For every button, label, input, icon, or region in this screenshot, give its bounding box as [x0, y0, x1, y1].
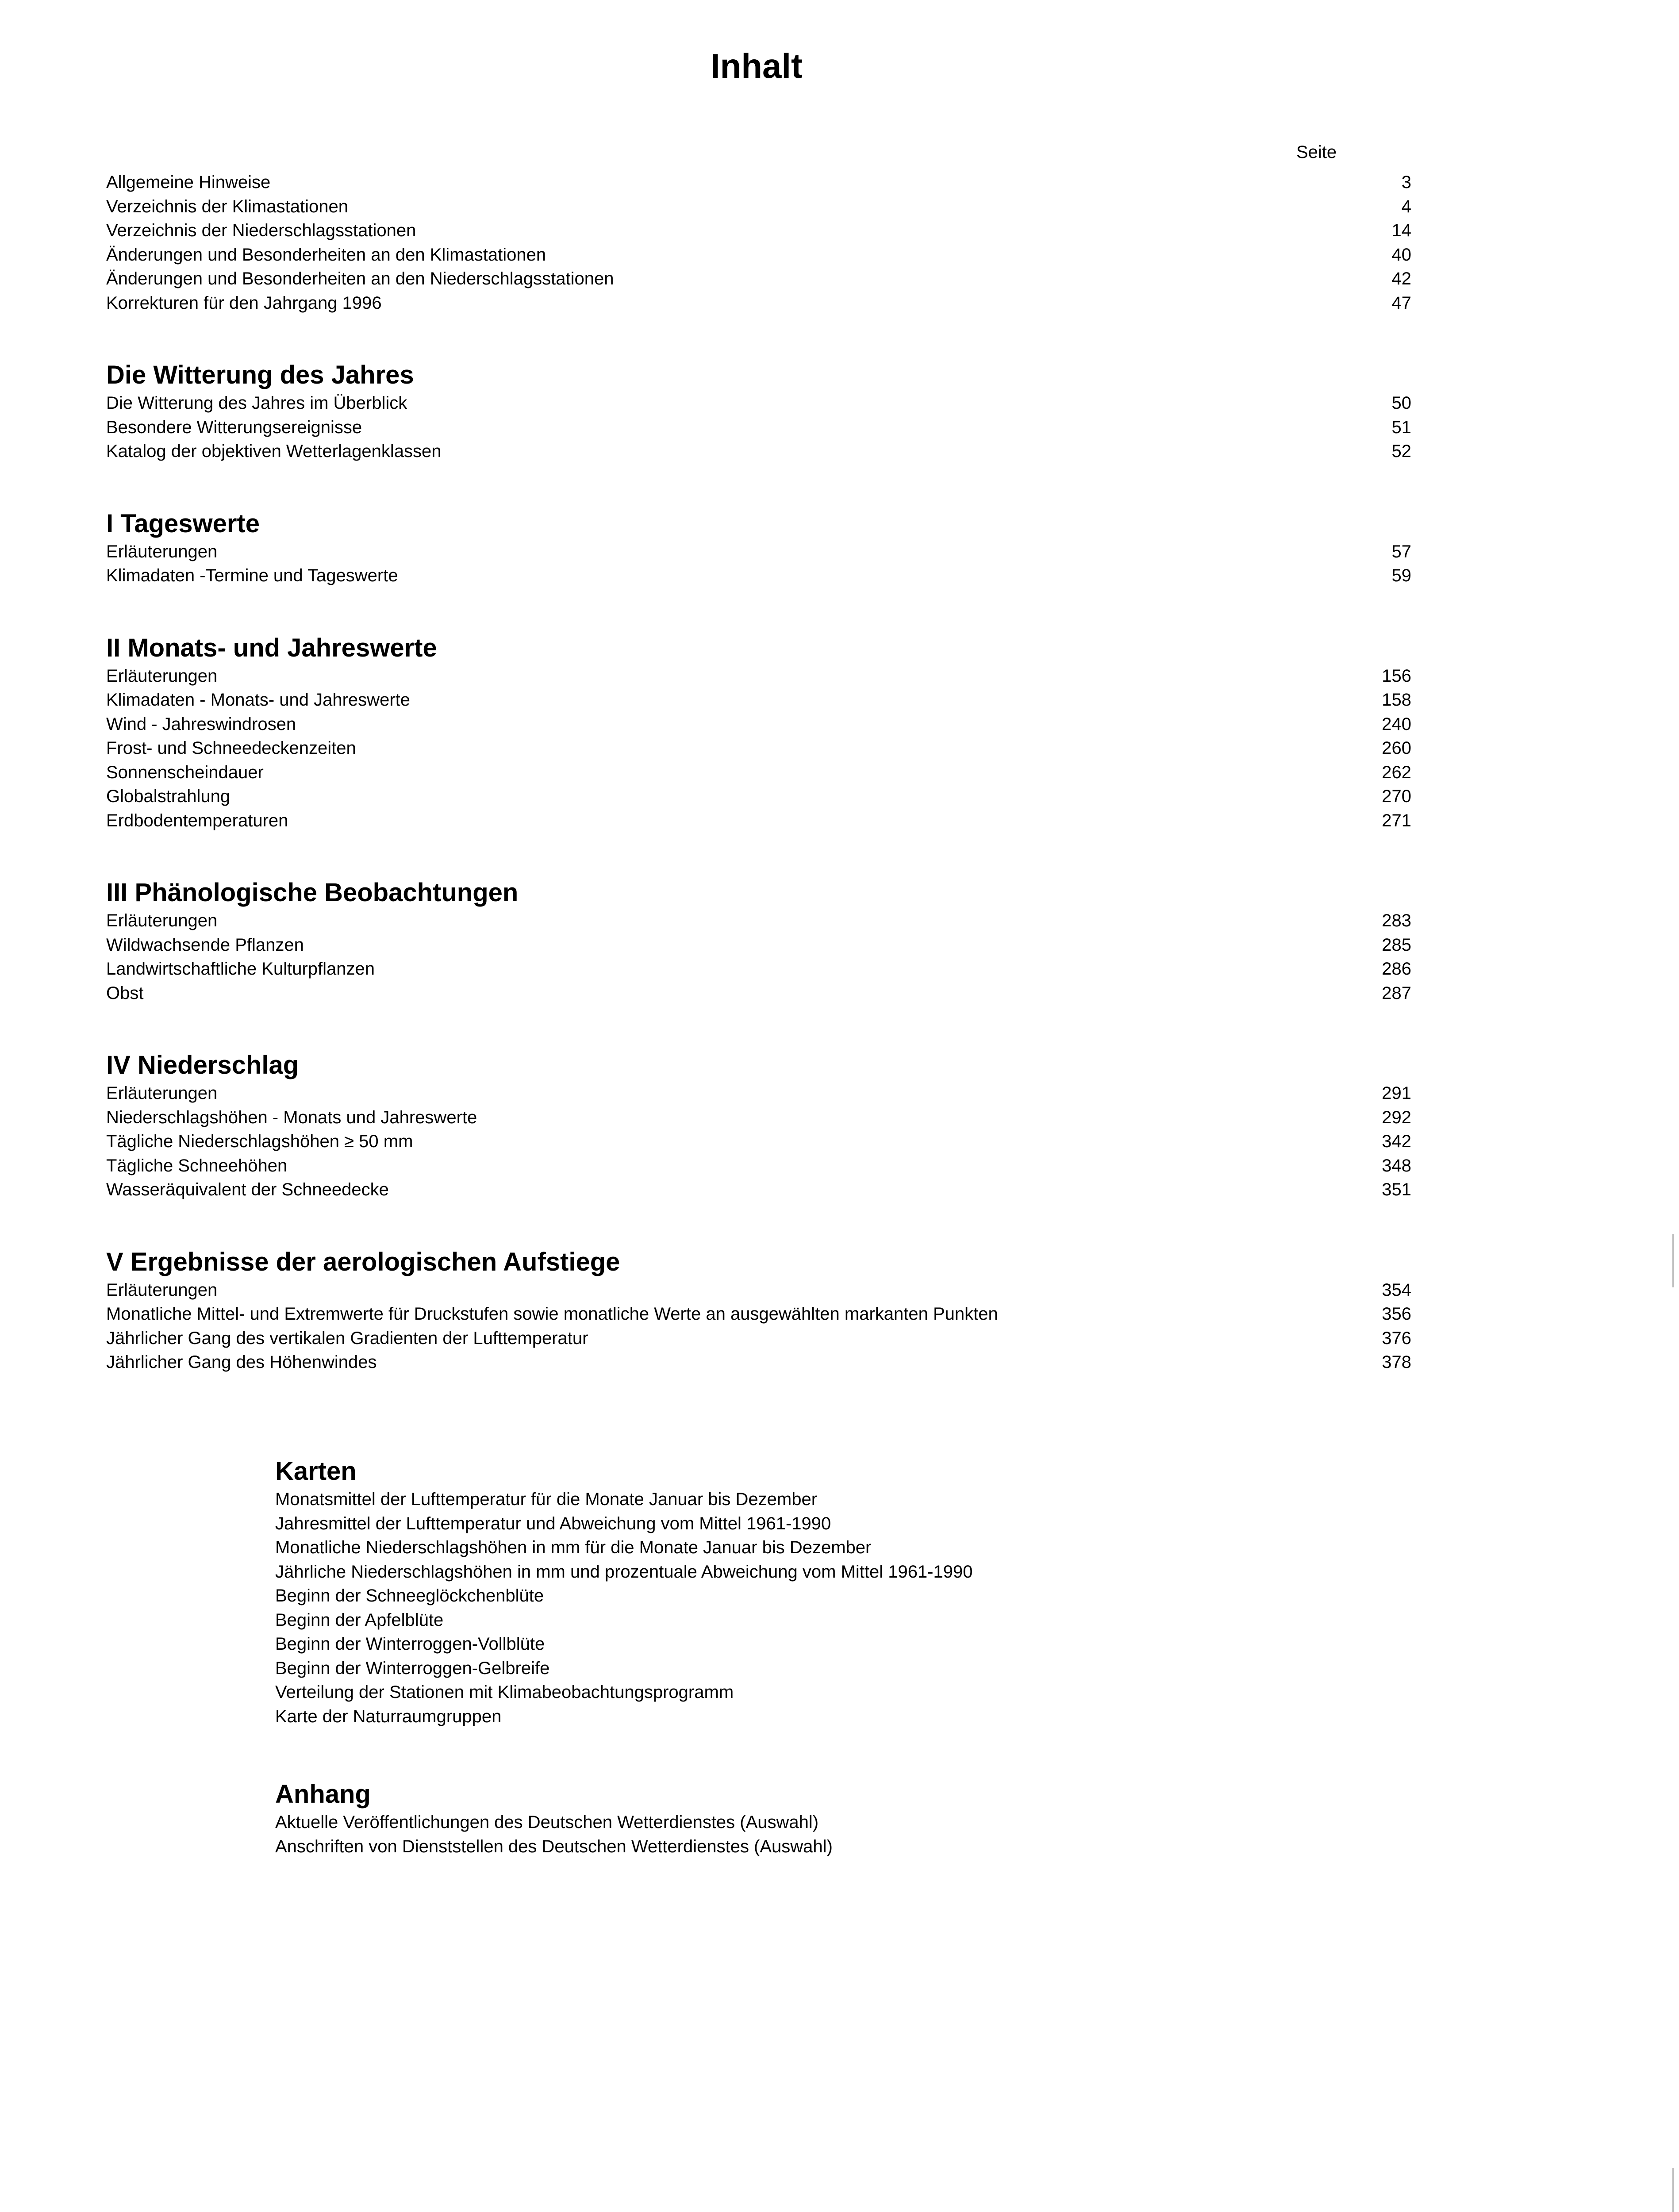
entry-label: Klimadaten - Monats- und Jahreswerte [106, 690, 410, 710]
entry-page: 270 [1382, 787, 1411, 806]
entry-page: 378 [1382, 1352, 1411, 1372]
toc-entry[interactable] [106, 415, 1411, 440]
entry-page: 50 [1391, 393, 1411, 413]
toc-entry[interactable] [106, 243, 1411, 267]
entry-page: 51 [1391, 417, 1411, 437]
entry-label: Niederschlagshöhen - Monats und Jahreswerte [106, 1107, 477, 1127]
entry-label: Erläuterungen [106, 1280, 218, 1300]
map-entry[interactable]: Karte der Naturraumgruppen [275, 1706, 502, 1726]
toc-entry[interactable] [106, 688, 1411, 712]
entry-page: 354 [1382, 1280, 1411, 1300]
map-entry[interactable]: Jahresmittel der Lufttemperatur und Abweichung vom Mittel 1961-1990 [275, 1513, 831, 1533]
toc-entry[interactable] [106, 933, 1411, 957]
toc-entry[interactable] [106, 909, 1411, 933]
section-title: IV Niederschlag [106, 1051, 299, 1079]
entry-page: 348 [1382, 1156, 1411, 1175]
entry-label: Erläuterungen [106, 911, 218, 930]
entry-page: 292 [1382, 1107, 1411, 1127]
anhang-section [275, 1778, 1381, 1859]
entry-page: 260 [1382, 738, 1411, 758]
toc-entry[interactable] [106, 219, 1411, 243]
entry-page: 283 [1382, 911, 1411, 930]
entry-page: 52 [1391, 442, 1411, 461]
appendix-entry[interactable]: Aktuelle Veröffentlichungen des Deutschen Wetterdienstes (Auswahl) [275, 1813, 819, 1832]
entry-page: 271 [1382, 810, 1411, 830]
entry-label: Sonnenscheindauer [106, 762, 264, 782]
toc-entry[interactable] [106, 1178, 1411, 1202]
toc-entry[interactable] [106, 540, 1411, 564]
toc-entry[interactable] [106, 195, 1411, 219]
entry-label: Jährlicher Gang des vertikalen Gradienten der Lufttemperatur [106, 1328, 588, 1348]
entry-page: 342 [1382, 1132, 1411, 1151]
section-title: Anhang [275, 1780, 371, 1809]
map-entry[interactable]: Beginn der Schneeglöckchenblüte [275, 1586, 544, 1605]
toc-entry[interactable] [106, 1278, 1411, 1302]
section-title: I Tageswerte [106, 509, 260, 538]
map-entry[interactable]: Beginn der Apfelblüte [275, 1610, 444, 1630]
map-entry[interactable]: Verteilung der Stationen mit Klimabeobachtungsprogramm [275, 1682, 734, 1702]
section-title: Karten [275, 1457, 357, 1486]
entry-page: 240 [1382, 714, 1411, 734]
scan-edge-mark [1672, 1234, 1674, 1287]
entry-label: Obst [106, 983, 144, 1003]
appendix-entry[interactable]: Anschriften von Dienststellen des Deutschen Wetterdienstes (Auswahl) [275, 1836, 833, 1856]
table-of-contents [106, 170, 1411, 1375]
toc-entry[interactable] [106, 1326, 1411, 1351]
entry-label: Erdbodentemperaturen [106, 810, 288, 830]
entry-label: Klimadaten -Termine und Tageswerte [106, 566, 398, 585]
toc-entry[interactable] [106, 291, 1411, 315]
toc-entry[interactable] [106, 1081, 1411, 1106]
entry-label: Erläuterungen [106, 666, 218, 686]
entry-label: Tägliche Niederschlagshöhen ≥ 50 mm [106, 1132, 413, 1151]
entry-label: Landwirtschaftliche Kulturpflanzen [106, 959, 375, 979]
toc-entry[interactable] [106, 391, 1411, 415]
toc-entry[interactable] [106, 1302, 1411, 1326]
section-title: II Monats- und Jahreswerte [106, 633, 437, 662]
entry-page: 262 [1382, 762, 1411, 782]
section-title: III Phänologische Beobachtungen [106, 878, 519, 907]
section-title: V Ergebnisse der aerologischen Aufstiege [106, 1247, 620, 1276]
entry-page: 57 [1391, 541, 1411, 561]
entry-label: Wasseräquivalent der Schneedecke [106, 1180, 389, 1199]
entry-page: 158 [1382, 690, 1411, 710]
toc-entry[interactable] [106, 981, 1411, 1006]
entry-page: 286 [1382, 959, 1411, 979]
entry-page: 14 [1391, 221, 1411, 240]
toc-entry[interactable] [106, 760, 1411, 785]
entry-page: 4 [1401, 196, 1411, 216]
toc-entry[interactable] [106, 1154, 1411, 1178]
map-entry[interactable]: Monatsmittel der Lufttemperatur für die Monate Januar bis Dezember [275, 1490, 818, 1509]
entry-label: Erläuterungen [106, 1083, 218, 1103]
karten-section [275, 1455, 1381, 1728]
map-entry[interactable]: Jährliche Niederschlagshöhen in mm und prozentuale Abweichung vom Mittel 1961-1990 [275, 1562, 973, 1582]
toc-entry[interactable] [106, 784, 1411, 809]
entry-label: Wildwachsende Pflanzen [106, 935, 304, 955]
entry-label: Verzeichnis der Klimastationen [106, 196, 348, 216]
entry-page: 59 [1391, 566, 1411, 585]
entry-label: Globalstrahlung [106, 787, 231, 806]
toc-entry[interactable] [106, 736, 1411, 760]
section-monats-jahreswerte [106, 632, 1411, 833]
entry-label: Änderungen und Besonderheiten an den Niederschlagsstationen [106, 269, 614, 288]
entry-page: 47 [1391, 293, 1411, 313]
entry-label: Frost- und Schneedeckenzeiten [106, 738, 356, 758]
entry-page: 40 [1391, 245, 1411, 265]
section-niederschlag [106, 1049, 1411, 1202]
entry-label: Tägliche Schneehöhen [106, 1156, 288, 1175]
entry-page: 3 [1401, 173, 1411, 192]
entry-page: 287 [1382, 983, 1411, 1003]
entry-label: Wind - Jahreswindrosen [106, 714, 296, 734]
map-entry[interactable]: Beginn der Winterroggen-Vollblüte [275, 1634, 545, 1654]
toc-entry[interactable] [106, 712, 1411, 737]
section-aerologie [106, 1246, 1411, 1375]
section-title: Die Witterung des Jahres [106, 361, 414, 389]
entry-page: 156 [1382, 666, 1411, 686]
entry-page: 291 [1382, 1083, 1411, 1103]
entry-label: Die Witterung des Jahres im Überblick [106, 393, 407, 413]
entry-label: Besondere Witterungsereignisse [106, 417, 362, 437]
entry-label: Verzeichnis der Niederschlagsstationen [106, 221, 416, 240]
intro-list [106, 170, 1411, 315]
toc-entry[interactable] [106, 267, 1411, 291]
toc-entry[interactable] [106, 957, 1411, 981]
section-witterung [106, 359, 1411, 464]
map-entry[interactable]: Monatliche Niederschlagshöhen in mm für die Monate Januar bis Dezember [275, 1538, 872, 1557]
map-entry[interactable]: Beginn der Winterroggen-Gelbreife [275, 1658, 550, 1678]
toc-entry[interactable] [106, 1350, 1411, 1375]
entry-label: Korrekturen für den Jahrgang 1996 [106, 293, 382, 313]
entry-page: 42 [1391, 269, 1411, 288]
section-tageswerte [106, 508, 1411, 588]
section-phaenologie [106, 877, 1411, 1005]
entry-label: Monatliche Mittel- und Extremwerte für Druckstufen sowie monatliche Werte an ausgewählten markanten Punkten [106, 1304, 998, 1324]
entry-page: 285 [1382, 935, 1411, 955]
toc-entry[interactable] [106, 564, 1411, 588]
entry-label: Änderungen und Besonderheiten an den Klimastationen [106, 245, 546, 265]
page-column-header: Seite [1296, 142, 1337, 162]
entry-page: 351 [1382, 1180, 1411, 1199]
toc-entry[interactable] [106, 664, 1411, 688]
entry-label: Erläuterungen [106, 541, 218, 561]
entry-label: Allgemeine Hinweise [106, 173, 271, 192]
entry-page: 356 [1382, 1304, 1411, 1324]
toc-entry[interactable] [106, 1106, 1411, 1130]
entry-label: Katalog der objektiven Wetterlagenklassen [106, 442, 442, 461]
page-title: Inhalt [711, 46, 803, 85]
toc-entry[interactable] [106, 170, 1411, 195]
entry-page: 376 [1382, 1328, 1411, 1348]
entry-label: Jährlicher Gang des Höhenwindes [106, 1352, 377, 1372]
scan-edge-mark [1672, 2168, 1674, 2212]
toc-entry[interactable] [106, 809, 1411, 833]
toc-entry[interactable] [106, 1129, 1411, 1154]
toc-entry[interactable] [106, 439, 1411, 464]
